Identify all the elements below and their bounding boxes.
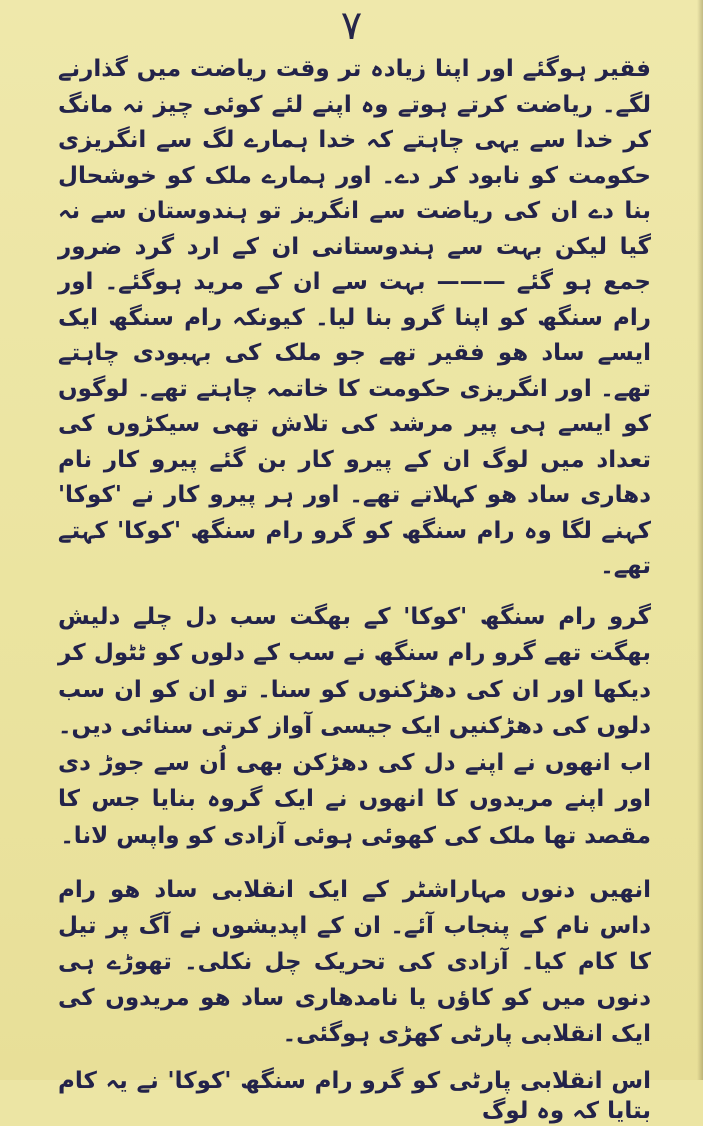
body-text (58, 52, 651, 1126)
paragraph-2: گرو رام سنگھ 'کوکا' کے بھگت سب دل چلے دلیش بھگت تھے گرو رام سنگھ نے سب کے دلوں کو ٹٹول کر دیکھا اور ان کی دھڑکنوں کو سنا۔ تو ان کو ان سب دلوں کی دھڑکنیں ایک جیسی آواز کرتی سنائی دیں۔ اب انھوں نے اپنے دل کی دھڑکن بھی اُن سے جوڑ دی اور اپنے مریدوں کا انھوں نے ایک گروہ بنایا جس کا مقصد تھا ملک کی کھوئی ہوئی آزادی کو واپس لانا۔ (58, 603, 651, 849)
page-edge-shadow (697, 0, 703, 1080)
paragraph-4: اس انقلابی پارٹی کو گرو رام سنگھ 'کوکا' نے یہ کام بتایا کہ وہ لوگ (58, 1068, 651, 1124)
paragraph-1: فقیر ہوگئے اور اپنا زیادہ تر وقت ریاضت میں گذارنے لگے۔ ریاضت کرتے ہوتے وہ اپنے لئے کوئی چیز نہ مانگ کر خدا سے یہی چاہتے کہ خدا ہمارے لگ سے انگریزی حکومت کو نابود کر دے۔ اور ہمارے ملک کو خوشحال بنا دے ان کی ریاضت سے انگریز تو ہندوستان سے نہ گیا لیکن بہت سے ہندوستانی ان کے ارد گرد ضرور جمع ہو گئے ——— بہت سے ان کے مرید ہوگئے۔ اور رام سنگھ کو اپنا گرو بنا لیا۔ کیونکہ رام سنگھ ایک ایسے ساد ھو فقیر تھے جو ملک کی بہبودی چاہتے تھے۔ اور انگریزی حکومت کا خاتمہ چاہتے تھے۔ لوگوں کو ایسے ہی پیر مرشد کی تلاش تھی سیکڑوں کی تعداد میں لوگ ان کے پیرو کار بن گئے پیرو کار نام دھاری ساد ھو کہلاتے تھے۔ اور ہر پیرو کار نے 'کوکا' کہنے لگا وہ رام سنگھ کو گرو رام سنگھ 'کوکا' کہتے تھے۔ (58, 56, 651, 579)
page-number: ۷ (340, 3, 363, 49)
paragraph-3: انھیں دنوں مہاراشٹر کے ایک انقلابی ساد ھو رام داس نام کے پنجاب آئے۔ ان کے اپدیشوں نے آگ پر تیل کا کام کیا۔ آزادی کی تحریک چل نکلی۔ تھوڑے ہی دنوں میں کو کاؤں یا نامدھاری ساد ھو مریدوں کی ایک انقلابی پارٹی کھڑی ہوگئی۔ (58, 877, 651, 1047)
